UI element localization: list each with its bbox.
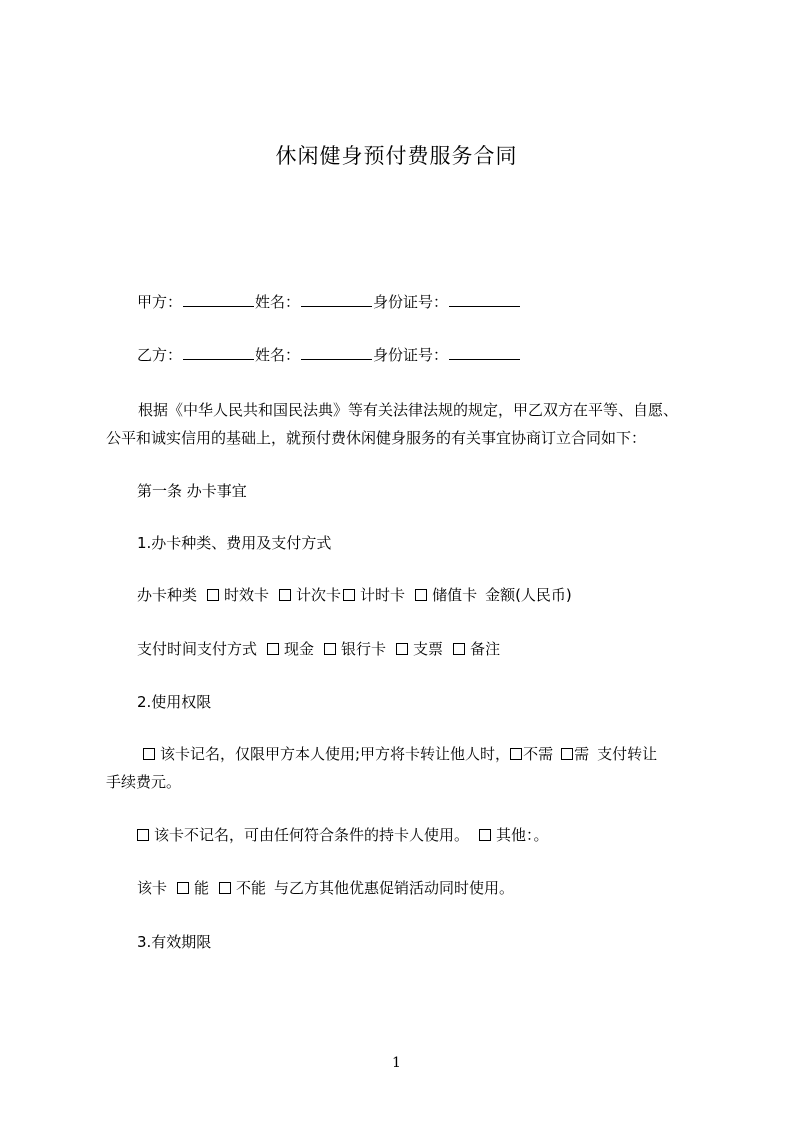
payment-option: 支票	[413, 640, 444, 658]
card-type-checkbox-2[interactable]	[279, 589, 291, 601]
party-b-name-label: 姓名：	[255, 346, 301, 364]
amount-label: 金额(人民币)	[485, 586, 572, 604]
party-b-id-blank[interactable]	[449, 345, 520, 360]
party-a-id-blank[interactable]	[449, 292, 520, 307]
intro-line-1: 根据《中华人民共和国民法典》等有关法律法规的规定，甲乙双方在平等、自愿、	[138, 401, 679, 419]
named-card-checkbox[interactable]	[143, 748, 155, 760]
page-number: 1	[392, 1055, 401, 1071]
intro-line-2: 公平和诚实信用的基础上，就预付费休闲健身服务的有关事宜协商订立合同如下：	[106, 429, 647, 447]
payment-option: 现金	[284, 640, 315, 658]
card-type-line	[137, 585, 572, 605]
card-type-option: 计次卡	[296, 586, 342, 604]
transfer-fee-label: 需	[574, 745, 590, 763]
payment-checkbox-1[interactable]	[267, 643, 279, 655]
card-type-checkbox-3[interactable]	[343, 589, 355, 601]
party-b-name-blank[interactable]	[301, 345, 372, 360]
transfer-no-fee-checkbox[interactable]	[510, 748, 522, 760]
payment-checkbox-2[interactable]	[324, 643, 336, 655]
section-1-heading: 1.办卡种类、费用及支付方式	[137, 534, 332, 552]
payment-option: 银行卡	[341, 640, 387, 658]
unnamed-card-line	[137, 825, 549, 845]
party-a-line	[137, 292, 521, 312]
party-b-label: 乙方：	[137, 346, 183, 364]
named-card-line-2: 手续费元。	[106, 773, 182, 791]
card-type-option: 储值卡	[432, 586, 478, 604]
combine-prefix: 该卡	[137, 879, 168, 897]
section-3-heading: 3.有效期限	[137, 933, 212, 951]
card-type-option: 计时卡	[360, 586, 406, 604]
combine-can-label: 能	[194, 879, 210, 897]
named-card-text: 该卡记名，仅限甲方本人使用;甲方将卡转让他人时，	[160, 745, 511, 763]
payment-checkbox-3[interactable]	[396, 643, 408, 655]
party-a-name-label: 姓名：	[255, 293, 301, 311]
payment-option: 备注	[470, 640, 501, 658]
transfer-no-fee-label: 不需	[523, 745, 554, 763]
party-b-id-label: 身份证号：	[373, 346, 449, 364]
combine-can-checkbox[interactable]	[177, 882, 189, 894]
card-type-checkbox-1[interactable]	[207, 589, 219, 601]
combine-promo-line	[137, 878, 514, 898]
unnamed-card-text: 该卡不记名，可由任何符合条件的持卡人使用。	[154, 826, 470, 844]
party-a-name-blank[interactable]	[301, 292, 372, 307]
named-card-paragraph	[106, 740, 706, 796]
party-b-line	[137, 345, 521, 365]
section-2-heading: 2.使用权限	[137, 693, 212, 711]
party-a-id-label: 身份证号：	[373, 293, 449, 311]
intro-paragraph	[106, 396, 706, 452]
party-a-label: 甲方：	[137, 293, 183, 311]
named-card-line-1	[106, 740, 706, 768]
combine-cannot-label: 不能	[236, 879, 267, 897]
payment-checkbox-4[interactable]	[453, 643, 465, 655]
card-type-checkbox-4[interactable]	[415, 589, 427, 601]
party-b-blank[interactable]	[183, 345, 254, 360]
card-type-label: 办卡种类	[137, 586, 198, 604]
payment-line	[137, 639, 500, 659]
combine-cannot-checkbox[interactable]	[219, 882, 231, 894]
page-title: 休闲健身预付费服务合同	[275, 144, 518, 168]
unnamed-card-checkbox[interactable]	[137, 829, 149, 841]
card-type-option: 时效卡	[224, 586, 270, 604]
party-a-blank[interactable]	[183, 292, 254, 307]
article-1-heading: 第一条 办卡事宜	[137, 482, 247, 500]
other-text: 其他：。	[496, 826, 549, 844]
payment-label: 支付时间支付方式	[137, 640, 258, 658]
other-checkbox[interactable]	[479, 829, 491, 841]
transfer-fee-checkbox[interactable]	[561, 748, 573, 760]
transfer-pay-text: 支付转让	[597, 745, 658, 763]
combine-suffix: 与乙方其他优惠促销活动同时使用。	[274, 879, 515, 897]
